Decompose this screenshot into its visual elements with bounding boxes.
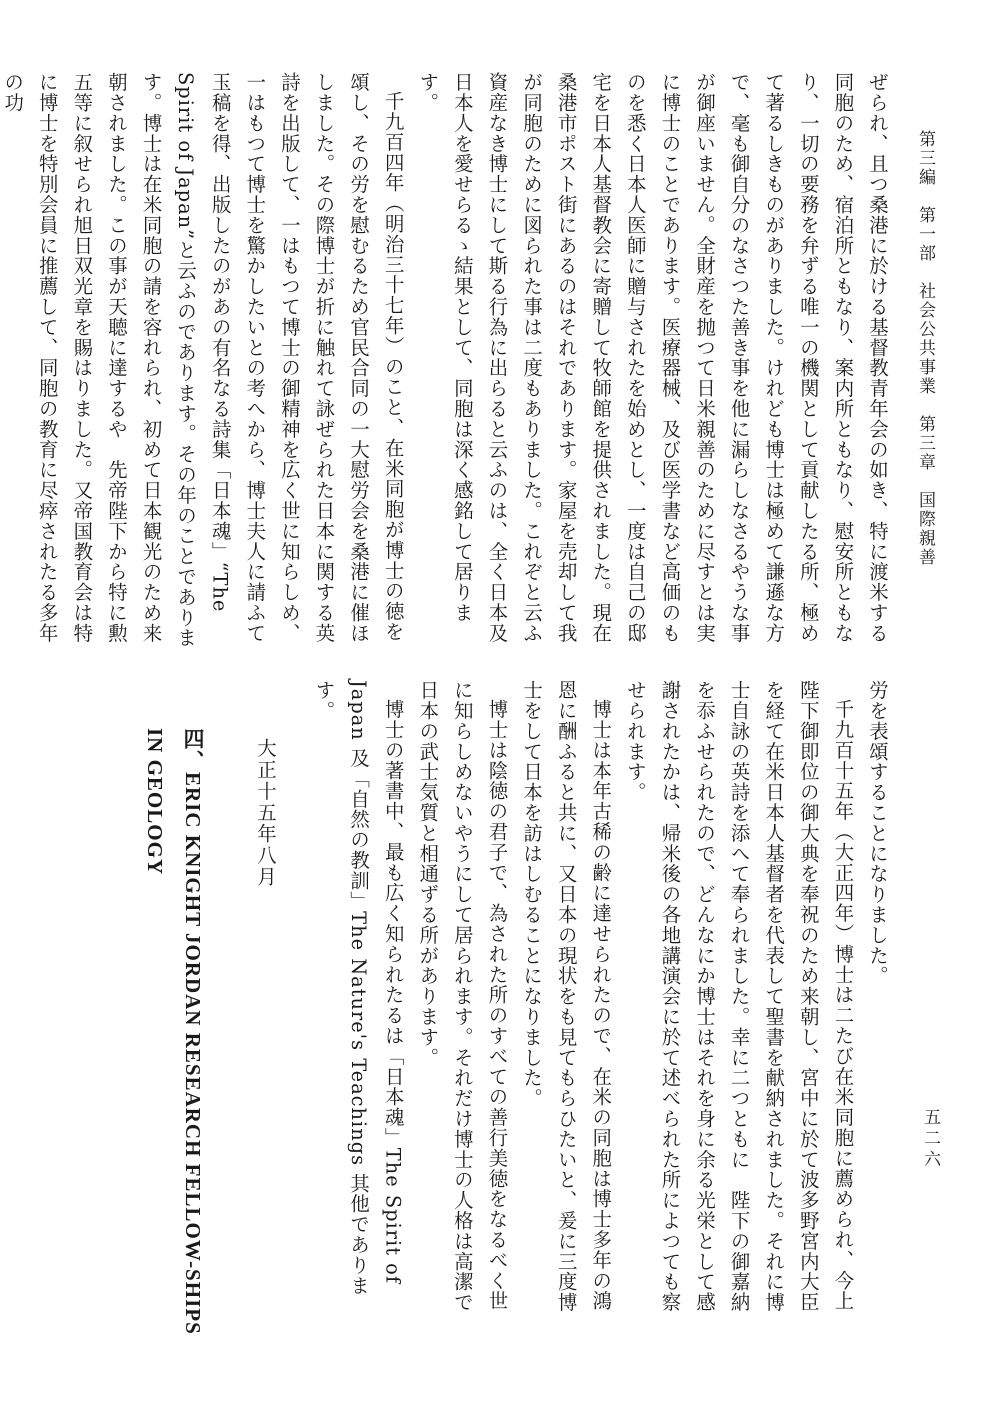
paragraph: 千九百十五年（大正四年）博士は二たび在米同胞に薦められ、今上陛下御即位の御大典を奉祝のため来朝し、宮中に於て波多野宮内大臣を経て在米日本人基督者を代表して聖書を献納されました。それに博士自詠の英詩を添へて奉られました。幸に二つともに 陛下の御嘉納を忝ふせられたので、どんなにか博士はそれを身に余る光栄として感謝されたかは、帰米後の各地講演会に於て述べられた所によつても察せられます。	[623, 680, 855, 1313]
running-head: 第三編 第一部 社会公共事業 第三章 国際親善	[915, 130, 935, 567]
paragraph: 博士の著書中、最も広く知られたるは「日本魂」The Spirit of Japan 及「自然の教訓」The Nature's Teachings 其他でありま す。	[312, 680, 405, 1296]
paragraph: 労を表頌することになりました。	[866, 680, 889, 986]
paragraph: 博士は本年古稀の齢に達せられたので、在米の同胞は博士多年の鴻恩に酬ふると共に、又日本の現状をも見てもらひたいと、爰に三度博士をして日本を訪はしむることになりました。	[520, 680, 613, 1313]
upper-text-block	[1, 72, 894, 662]
page-number: 五二六	[920, 1108, 940, 1171]
date-line: 大正十五年八月	[254, 738, 277, 888]
paragraph: 博士は陰徳の君子で、為された所のすべての善行美徳をなるべく世に知らしめないやうにして居られます。それだけ博士の人格は高潔で日本の武士気質と相通ずる所があります。	[416, 680, 509, 1313]
paragraph: 千九百四年（明治三十七年）のこと、在米同胞が博士の徳を頌し、その労を慰むるため官民合同の一大慰労会を桑港に催ほしました。その際博士が折に触れて詠ぜられた日本に関する英詩を出版して、一はもつて博士の御精神を広く世に知らしめ、一はもつて博士を驚かしたいとの考へから、博士夫人に請ふて玉稿を得、出版したのがあの有名なる詩集「日本魂」“The Spirit of Japan”と云ふのであります。その年のことであります。博士は在米同胞の請を容れられ、初めて日本観光のため来朝されました。この事が天聴に達するや 先帝陛下から特に勲五等に叙せられ旭日双光章を賜はりました。又帝国教育会は特に博士を特別会員に推薦して、同胞の教育に尽瘁されたる多年の功	[1, 72, 405, 649]
section-heading: 四、ERIC KNIGHT JORDAN RESEARCH FELLOW-SHIPS IN GEOLOGY	[143, 728, 205, 1335]
paragraph: ぜられ、且つ桑港に於ける基督教青年会の如き、特に渡米する同胞のため、宿泊所ともなり、案内所ともなり、慰安所ともなり、一切の要務を弁ずる唯一の機関として貢献したる所、極めて著るしきものがありました。けれども博士は極めて謙遜な方で、毫も御自分のなさつた善き事を他に漏らしなさるやうな事が御座いません。全財産を抛つて日米親善のために尽すとは実に博士のことであります。医療器械、及び医学書など高価のものを悉く日本人医師に贈与されたを始めとし、一度は自己の邸宅を日本人基督教会に寄贈して牧師館を提供されました。現在桑港市ポスト街にあるのはそれであります。家屋を売却して我が同胞のために図られた事は二度もありました。これぞと云ふ資産なき博士にして斯る行為に出らると云ふのは、全く日本及日本人を愛せらるゝ結果として、同胞は深く感銘して居ります。	[416, 72, 889, 644]
